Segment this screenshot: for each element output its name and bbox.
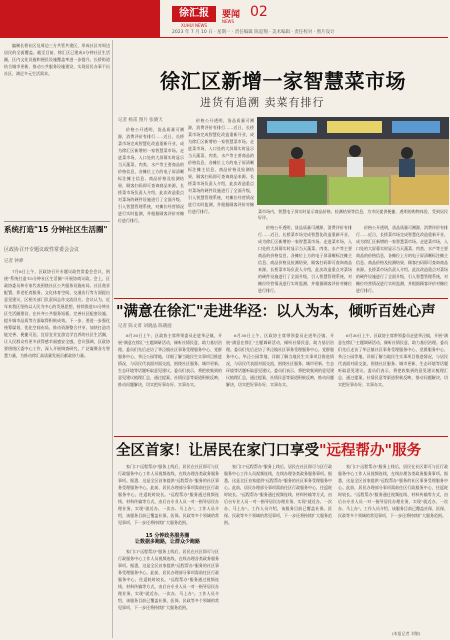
newspaper-brand-en: XUHUI NEWS [180,23,208,28]
article1-subheadline: 进货有追溯 卖菜有排行 [200,96,325,109]
sidebar-byline: 记者 钟骅 [4,259,24,264]
page-header [0,0,450,38]
article1-body-col2: 价格公开透明，货品质量可溯源，消费评价有排行……近日，长桥菜市场完成智慧化改造重新开业，成为徐汇区新增的一家智慧菜市场。走进菜市场，入口处的大屏幕实时显示当天蔬菜、肉类、水产等主要商品的价格信息，各摊位上方的电子屏清晰标注摊主信息、商品价格及检测结果，顾客扫码即可查询商品来源。长桥菜市场负责人介绍，此次改造重点对菜场的硬件设施进行了全面升级，引入智慧管理系统，对摊位经营情况进行实时监测，并根据顾客评价对摊位进行排行。 [188,118,254,214]
sidebar-divider [4,221,110,222]
photo-caption: 菜市场内，智慧电子屏实时显示商品价格、检测结果等信息，为市民提供便捷、透明的购物体验，受到居民好评。 [258,209,448,220]
section-name-en: NEWS [222,19,235,24]
article3-body-col3: 家门口"远程帮办"服务上线后，居民在社区即可与区行政服务中心工作人员视频连线，在线办理各类政务服务事项。据悉，这是全区首家提供"远程帮办"服务的社区事务受理服务中心。此前，居民办理部分事项需前往区行政服务中心，往返耗时较长。"远程帮办"服务通过视频连线、材料传输等方式，由后台专业人员一对一指导居民办理业务，实现"就近办、一次办、马上办"。工作人员介绍，该服务目前已覆盖社保、医保、民政等多个领域的常见事项，下一步还将持续扩大服务范围。 [338,464,448,518]
newspaper-brand: 徐汇报 [172,6,216,22]
article2-headline-main: 走进华泾：以人为本，倾听百姓心声 [203,303,436,320]
article2-headline-quote: "满意在徐汇" [116,303,204,320]
article3-body-col2: 家门口"远程帮办"服务上线后，居民在社区即可与区行政服务中心工作人员视频连线，在线办理各类政务服务事项。据悉，这是全区首家提供"远程帮办"服务的社区事务受理服务中心。此前，居民办理部分事项需前往区行政服务中心，往返耗时较长。"远程帮办"服务通过视频连线、材料传输等方式，由后台专业人员一对一指导居民办理业务，实现"就近办、一次办、马上办"。工作人员介绍，该服务目前已覆盖社保、医保、民政等多个领域的常见事项，下一步还将持续扩大服务范围。 [224,464,332,525]
article2-rule [114,298,448,299]
article2-body-col3: 6月30日上午，区政协主席带领委员走进华泾镇，开展"满意在徐汇"主题调研活动，倾听社情民意，助力基层治理。委员们先后走访了华泾镇社区事务受理服务中心、党群服务中心、华泾公园等地，详细了解当地民生实事项目推进情况，与居民代表面对面交流，围绕社区服务、城市更新、生态环境等话题听取意见建议。委员们表示，将把收集到的意见建议梳理汇总，通过提案、社情民意等渠道积极反映，推动问题解决，切实把好事办好、实事办实。 [338,333,448,387]
header-rule [2,37,448,38]
article3-headline [116,439,450,460]
sidebar-intro: 编制长桥社区及周边三方共管共建区，形成社区对周边居民的全面覆盖。截至目前，徐汇区已建成5分钟社区生活圈，区内文化设施和便民设施覆盖率进一步提升。长桥街道结合城市更新，推动公共服务设施建设，实现居民办事不出社区，满足多元生活需求。 [4,43,110,76]
market-photo-image [257,117,449,205]
market-photo [257,117,449,205]
article1-headline: 徐汇区新增一家智慧菜市场 [160,69,406,93]
article3-headline-main: "远程帮办"服务 [319,442,422,459]
article2-headline [116,300,450,321]
article3-body-col1-bottom: 家门口"远程帮办"服务上线后，居民在社区即可与区行政服务中心工作人员视频连线，在线办理各类政务服务事项。据悉，这是全区首家提供"远程帮办"服务的社区事务受理服务中心。此前，居民办理部分事项需前往区行政服务中心，往返耗时较长。"远程帮办"服务通过视频连线、材料传输等方式，由后台专业人员一对一指导居民办理业务，实现"就近办、一次办、马上办"。工作人员介绍，该服务目前已覆盖社保、医保、民政等多个领域的常见事项，下一步还将持续扩大服务范围。 [118,549,219,610]
service-box-title: 15 分钟政务服务圈 让数据多跑路，让群众少跑路 [134,533,200,545]
section-name: 要闻 [222,10,241,20]
article3-end-note: (本报记者 刘敏) [392,631,421,636]
article1-body-col3: 价格公开透明，货品质量可溯源，消费评价有排行……近日，长桥菜市场完成智慧化改造重新开业，成为徐汇区新增的一家智慧菜市场。走进菜市场，入口处的大屏幕实时显示当天蔬菜、肉类、水产等主要商品的价格信息，各摊位上方的电子屏清晰标注摊主信息、商品价格及检测结果，顾客扫码即可查询商品来源。长桥菜市场负责人介绍，此次改造重点对菜场的硬件设施进行了全面升级，引入智慧管理系统，对摊位经营情况进行实时监测，并根据顾客评价对摊位进行排行。 [258,225,352,293]
article1-body-col1: 价格公开透明，货品质量可溯源，消费评价有排行……近日，长桥菜市场完成智慧化改造重新开业，成为徐汇区新增的一家智慧菜市场。走进菜市场，入口处的大屏幕实时显示当天蔬菜、肉类、水产等主要商品的价格信息，各摊位上方的电子屏清晰标注摊主信息、商品价格及检测结果，顾客扫码即可查询商品来源。长桥菜市场负责人介绍，此次改造重点对菜场的硬件设施进行了全面升级，引入智慧管理系统，对摊位经营情况进行实时监测，并根据顾客评价对摊位进行排行。 [118,127,184,223]
article3-body-col1-top: 家门口"远程帮办"服务上线后，居民在社区即可与区行政服务中心工作人员视频连线，在线办理各类政务服务事项。据悉，这是全区首家提供"远程帮办"服务的社区事务受理服务中心。此前，居民办理部分事项需前往区行政服务中心，往返耗时较长。"远程帮办"服务通过视频连线、材料传输等方式，由后台专业人员一对一指导居民办理业务，实现"就近办、一次办、马上办"。工作人员介绍，该服务目前已覆盖社保、医保、民政等多个领域的常见事项，下一步还将持续扩大服务范围。 [118,464,219,525]
masthead-band [0,0,160,38]
article2-body-col2: 6月30日上午，区政协主席带领委员走进华泾镇，开展"满意在徐汇"主题调研活动，倾听社情民意，助力基层治理。委员们先后走访了华泾镇社区事务受理服务中心、党群服务中心、华泾公园等地，详细了解当地民生实事项目推进情况，与居民代表面对面交流，围绕社区服务、城市更新、生态环境等话题听取意见建议。委员们表示，将把收集到的意见建议梳理汇总，通过提案、社情民意等渠道积极反映，推动问题解决，切实把好事办好、实事办实。 [226,333,334,387]
sidebar-body: 7月6日上午，区政协召开专题议政性常委会会议，围绕"系统打造'15分钟社区生活圈'"开展协商议政。会上，区政协委员和专家代表围绕社区公共服务设施布局、社区商业配置、养老托育服务、文化体育空间、交通出行等方面提出意见建议，区相关部门负责同志作交流回应。会议认为，近年来我区坚持以人民为中心的发展思想，持续推进15分钟社区生活圈建设，在补齐公共服务短板、完善社区配套设施、提升城市品质等方面取得积极成效。下一步，要进一步强化统筹谋划，优化空间布局，推动资源整合共享，加快打造功能完善、便捷可达、宜居宜业宜游宜学宜养的社区生活圈，让人民群众有更多获得感幸福感安全感。会议强调，区政协要围绕区委中心工作，深入开展调查研究，广泛凝聚各方智慧力量，为推动徐汇高质量发展贡献政协力量。 [4,269,110,358]
article1-byline: 记者 杨雷 图片 张晓天 [118,118,163,123]
sidebar-headline: 系统打造"15 分钟社区生活圈" [4,225,108,234]
sidebar-subheadline: 区政协召开专题议政性常委会会议 [4,247,80,253]
article3-rule [114,436,448,437]
article2-byline: 记者 陈文菁 刘晓晶 陈晓庭 [118,324,172,329]
article2-body-col1: 6月30日上午，区政协主席带领委员走进华泾镇，开展"满意在徐汇"主题调研活动，倾听社情民意，助力基层治理。委员们先后走访了华泾镇社区事务受理服务中心、党群服务中心、华泾公园等地，详细了解当地民生实事项目推进情况，与居民代表面对面交流，围绕社区服务、城市更新、生态环境等话题听取意见建议。委员们表示，将把收集到的意见建议梳理汇总，通过提案、社情民意等渠道积极反映，推动问题解决，切实把好事办好、实事办实。 [118,333,222,387]
article1-body-col4: 价格公开透明，货品质量可溯源，消费评价有排行……近日，长桥菜市场完成智慧化改造重新开业，成为徐汇区新增的一家智慧菜市场。走进菜市场，入口处的大屏幕实时显示当天蔬菜、肉类、水产等主要商品的价格信息，各摊位上方的电子屏清晰标注摊主信息、商品价格及检测结果，顾客扫码即可查询商品来源。长桥菜市场负责人介绍，此次改造重点对菜场的硬件设施进行了全面升级，引入智慧管理系统，对摊位经营情况进行实时监测，并根据顾客评价对摊位进行排行。 [356,225,448,293]
article3-headline-pre: 全区首家！让居民在家门口享受 [116,442,319,459]
page-number: 02 [250,4,268,20]
column-divider [112,40,113,638]
issue-info: 2023 年 7 月 10 日 · 星期一 · 责任编辑 陈思翔 · 美术编辑 · 责任校对 · 照片设计 [172,30,335,35]
